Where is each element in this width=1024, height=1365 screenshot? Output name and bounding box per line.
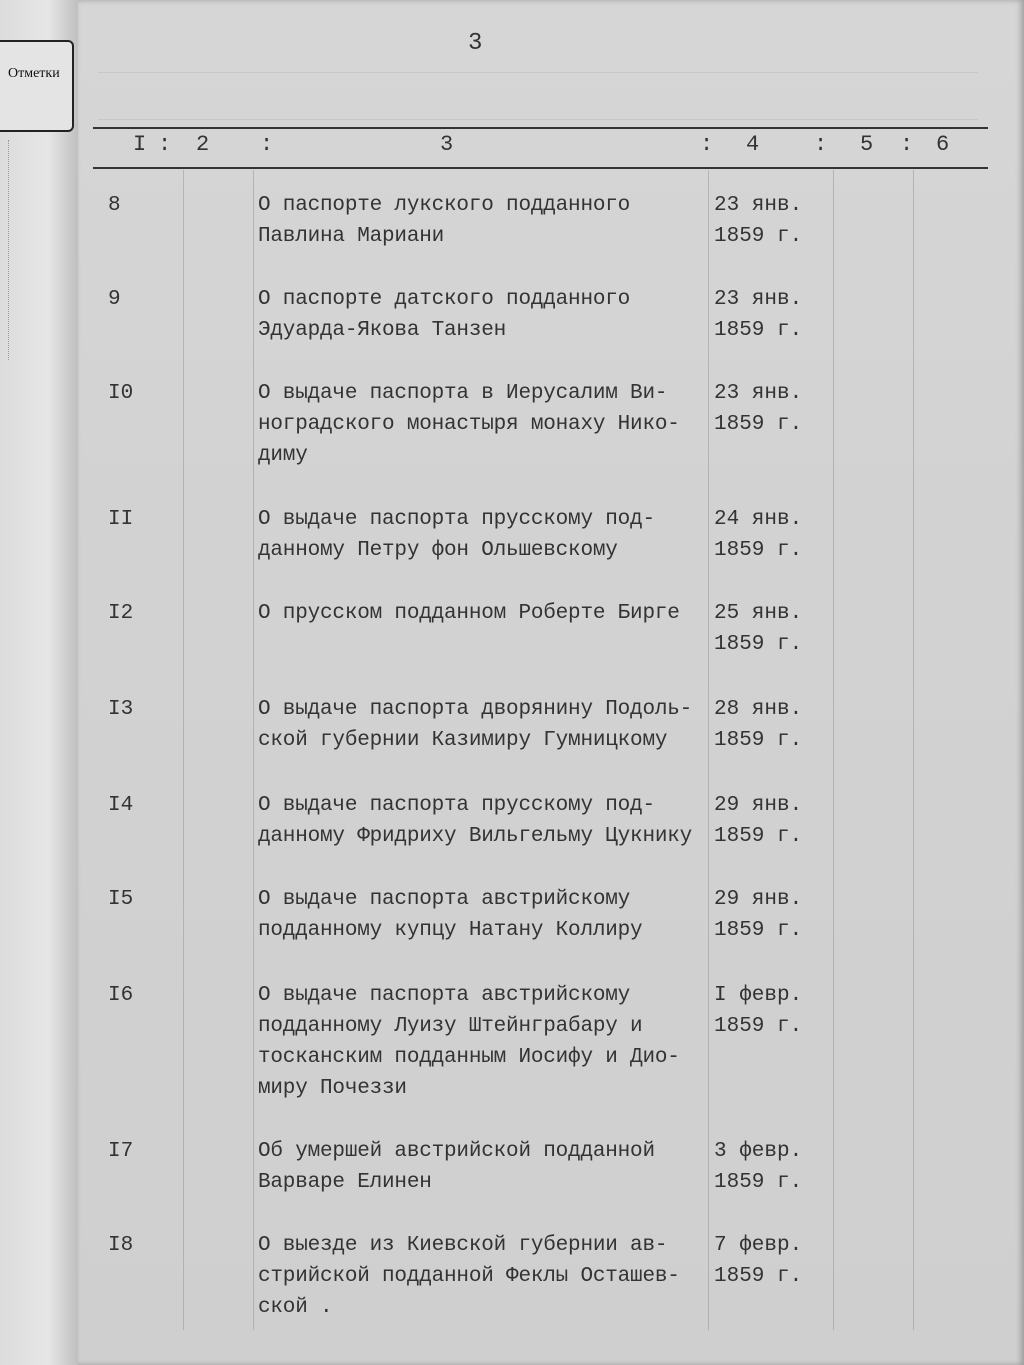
- item-number: I2: [108, 602, 134, 625]
- col-sep: :: [900, 132, 914, 157]
- item-title: Об умершей австрийской подданной Варваре Елинен: [258, 1140, 655, 1194]
- col-num: 5: [860, 132, 874, 157]
- item-number: 8: [108, 194, 121, 217]
- column-divider: [833, 170, 834, 1330]
- col-sep: :: [814, 132, 828, 157]
- header-rule-top: [93, 127, 988, 129]
- item-number: I7: [108, 1140, 134, 1163]
- item-title: О выезде из Киевской губернии ав- стрийской подданной Феклы Осташев- ской .: [258, 1234, 680, 1319]
- left-page-strip: [0, 0, 80, 1365]
- col-num: 6: [936, 132, 950, 157]
- col-num: I: [133, 132, 147, 157]
- item-number: I0: [108, 382, 134, 405]
- col-num: 3: [440, 132, 454, 157]
- item-title: О паспорте лукского подданного Павлина Мариани: [258, 194, 631, 248]
- item-number: I4: [108, 794, 134, 817]
- item-number: I5: [108, 888, 134, 911]
- column-divider: [253, 170, 254, 1330]
- page-number: 3: [468, 30, 483, 57]
- header-rule-bottom: [93, 167, 988, 169]
- item-date: 29 янв. 1859 г.: [714, 794, 803, 848]
- item-date: 23 янв. 1859 г.: [714, 288, 803, 342]
- document-page: [78, 0, 1024, 1365]
- item-number: I8: [108, 1234, 134, 1257]
- item-title: О прусском подданном Роберте Бирге: [258, 602, 680, 625]
- column-numbers-row: [78, 132, 1024, 162]
- col-num: 2: [196, 132, 210, 157]
- item-date: 29 янв. 1859 г.: [714, 888, 803, 942]
- item-title: О выдаче паспорта прусскому под- данному Фридриху Вильгельму Цукнику: [258, 794, 693, 848]
- col-num: 4: [746, 132, 760, 157]
- margin-dotted-line: [8, 140, 29, 360]
- item-date: 28 янв. 1859 г.: [714, 698, 803, 752]
- item-date: 7 февр. 1859 г.: [714, 1234, 803, 1288]
- item-title: О паспорте датского подданного Эдуарда-Якова Танзен: [258, 288, 631, 342]
- item-title: О выдаче паспорта прусскому под- данному Петру фон Ольшевскому: [258, 508, 655, 562]
- item-number: II: [108, 508, 134, 531]
- item-date: 23 янв. 1859 г.: [714, 382, 803, 436]
- col-sep: :: [260, 132, 274, 157]
- item-date: 24 янв. 1859 г.: [714, 508, 803, 562]
- item-number: I3: [108, 698, 134, 721]
- item-date: 3 февр. 1859 г.: [714, 1140, 803, 1194]
- item-title: О выдаче паспорта дворянину Подоль- ской губернии Казимиру Гумницкому: [258, 698, 693, 752]
- item-number: I6: [108, 984, 134, 1007]
- column-divider: [183, 170, 184, 1330]
- margin-tab: [0, 40, 74, 132]
- item-title: О выдаче паспорта австрийскому подданному Луизу Штейнграбару и тосканским подданным Иосифу и Дио- миру Почеззи: [258, 984, 680, 1100]
- item-number: 9: [108, 288, 121, 311]
- item-date: 23 янв. 1859 г.: [714, 194, 803, 248]
- col-sep: :: [158, 132, 172, 157]
- item-title: О выдаче паспорта австрийскому подданному купцу Натану Коллиру: [258, 888, 643, 942]
- col-sep: :: [700, 132, 714, 157]
- item-date: 25 янв. 1859 г.: [714, 602, 803, 656]
- column-divider: [913, 170, 914, 1330]
- bleed-through-header: [98, 72, 978, 120]
- margin-tab-label: Отметки: [8, 66, 60, 81]
- item-date: I февр. 1859 г.: [714, 984, 803, 1038]
- item-title: О выдаче паспорта в Иерусалим Ви- ноградского монастыря монаху Нико- диму: [258, 382, 680, 467]
